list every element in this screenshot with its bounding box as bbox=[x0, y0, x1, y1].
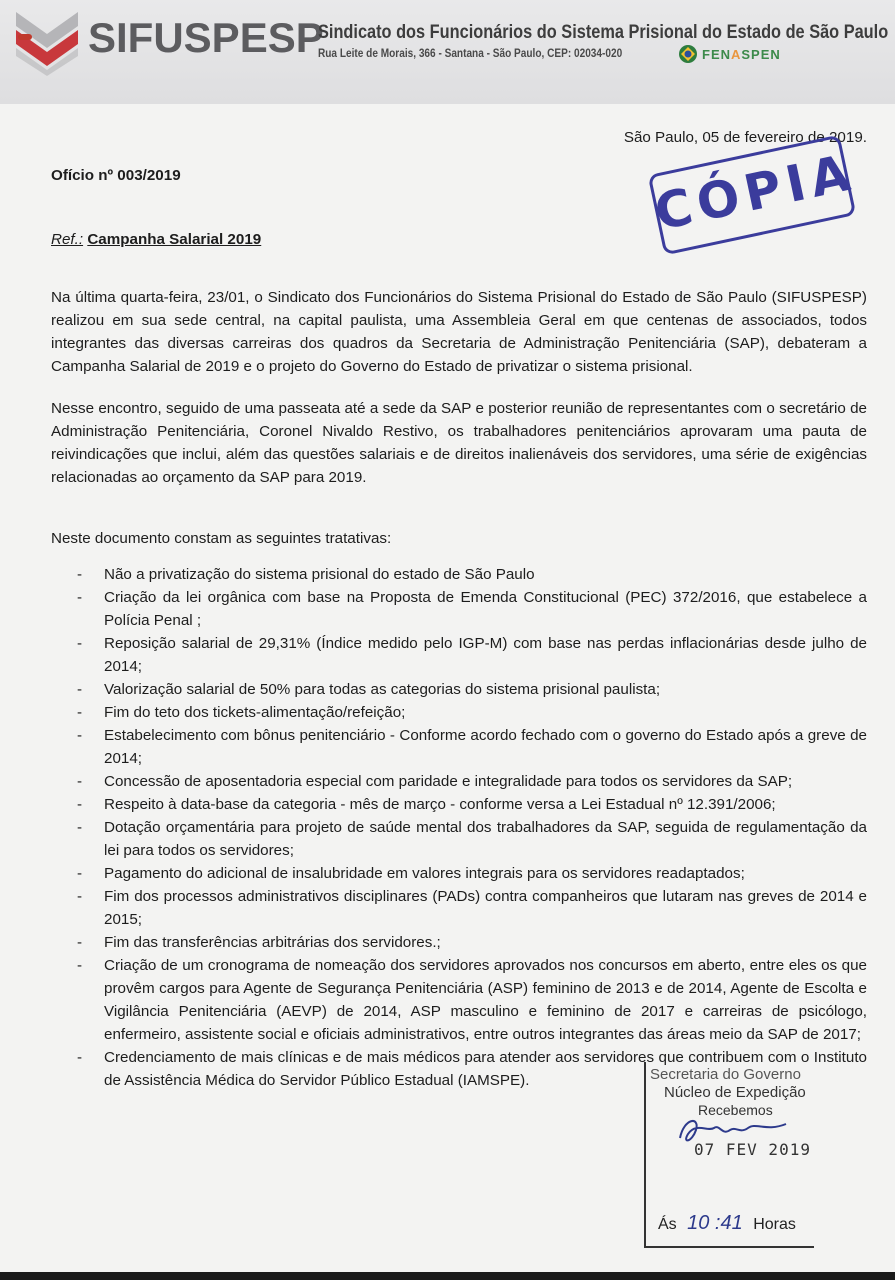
list-dash: - bbox=[77, 1049, 83, 1066]
list-item bbox=[51, 586, 867, 632]
list-dash: - bbox=[77, 957, 83, 974]
list-item bbox=[51, 816, 867, 862]
copia-stamp-text: CÓPIA bbox=[649, 142, 861, 242]
partner-name: FENASPEN bbox=[702, 46, 781, 62]
demands-list bbox=[51, 563, 867, 1092]
list-item-text: Pagamento do adicional de insalubridade em valores integrais para os servidores readaptados; bbox=[104, 865, 745, 882]
list-dash: - bbox=[77, 681, 83, 698]
list-item bbox=[51, 770, 867, 793]
received-stamp-unit: Núcleo de Expedição bbox=[664, 1084, 806, 1101]
list-item-text: Credenciamento de mais clínicas e de mais médicos para atender aos servidores que contribuem com o Instituto de Assistência Médica do Servidor Público Estadual (IAMSPE). bbox=[104, 1049, 867, 1089]
list-intro: Neste documento constam as seguintes tratativas: bbox=[51, 530, 392, 547]
list-item-text: Concessão de aposentadoria especial com paridade e integralidade para todos os servidores da SAP; bbox=[104, 773, 793, 790]
list-item bbox=[51, 701, 867, 724]
list-item-text: Valorização salarial de 50% para todas as categorias do sistema prisional paulista; bbox=[104, 681, 661, 698]
list-item bbox=[51, 793, 867, 816]
brand-name: SIFUSPESP bbox=[88, 14, 324, 61]
oficio-number: Ofício nº 003/2019 bbox=[51, 167, 181, 184]
org-address: Rua Leite de Morais, 366 - Santana - São Paulo, CEP: 02034-020 bbox=[318, 46, 623, 60]
received-stamp-department: Secretaria do Governo bbox=[650, 1066, 801, 1083]
list-item-text: Fim das transferências arbitrárias dos servidores.; bbox=[104, 934, 441, 951]
list-dash: - bbox=[77, 865, 83, 882]
list-item bbox=[51, 954, 867, 1046]
paragraph-1: Na última quarta-feira, 23/01, o Sindicato dos Funcionários do Sistema Prisional do Estado de São Paulo (SIFUSPESP) realizou em sua sede central, na capital paulista, uma Assembleia Geral em que centenas de associados, todos integrantes das diversas carreiras dos quadros da Secretaria de Administração Penitenciária (SAP), debateram a Campanha Salarial de 2019 e o projeto do Governo do Estado de privatizar o sistema prisional. bbox=[51, 289, 867, 375]
received-stamp-as: Ás bbox=[658, 1216, 677, 1233]
scan-bottom-edge bbox=[0, 1272, 895, 1280]
list-item bbox=[51, 563, 867, 586]
received-stamp-time bbox=[658, 1212, 796, 1235]
reference-line bbox=[51, 228, 261, 251]
list-dash: - bbox=[77, 773, 83, 790]
list-item bbox=[51, 862, 867, 885]
list-item-text: Estabelecimento com bônus penitenciário - Conforme acordo fechado com o governo do Estado após a greve de 2014; bbox=[104, 727, 867, 767]
list-dash: - bbox=[77, 727, 83, 744]
list-item-text: Dotação orçamentária para projeto de saúde mental dos trabalhadores da SAP, seguida de regulamentação da lei para todos os servidores; bbox=[104, 819, 867, 859]
received-stamp-horas: Horas bbox=[753, 1216, 796, 1233]
list-item bbox=[51, 724, 867, 770]
list-dash: - bbox=[77, 819, 83, 836]
list-item bbox=[51, 678, 867, 701]
list-dash: - bbox=[77, 704, 83, 721]
org-full-name: Sindicato dos Funcionários do Sistema Prisional do Estado de São Paulo bbox=[318, 22, 889, 43]
paragraph-2: Nesse encontro, seguido de uma passeata até a sede da SAP e posterior reunião de representantes com o secretário de Administração Penitenciária, Coronel Nivaldo Restivo, os trabalhadores penitenciários aprovaram uma pauta de reivindicações que inclui, além das questões salariais e de direitos inalienáveis dos servidores, uma série de exigências relacionadas ao orçamento da SAP para 2019. bbox=[51, 400, 867, 486]
list-dash: - bbox=[77, 796, 83, 813]
list-dash: - bbox=[77, 888, 83, 905]
ref-label: Ref.: bbox=[51, 231, 84, 248]
received-stamp-handwritten-time: 10 :41 bbox=[687, 1212, 743, 1234]
list-item bbox=[51, 885, 867, 931]
list-item-text: Respeito à data-base da categoria - mês de março - conforme versa a Lei Estadual nº 12.391/2006; bbox=[104, 796, 776, 813]
list-item bbox=[51, 931, 867, 954]
list-item-text: Criação da lei orgânica com base na Proposta de Emenda Constitucional (PEC) 372/2016, que estabelece a Polícia Penal ; bbox=[104, 589, 867, 629]
list-dash: - bbox=[77, 635, 83, 652]
list-item-text: Não a privatização do sistema prisional do estado de São Paulo bbox=[104, 566, 535, 583]
received-stamp-label: Recebemos bbox=[698, 1102, 773, 1118]
received-stamp bbox=[636, 1060, 832, 1242]
list-item-text: Criação de um cronograma de nomeação dos servidores aprovados nos concursos em aberto, entre eles os que provêm cargos para Agente de Segurança Penitenciária (ASP) feminino de 2013 e de 2014, Agente de Escolta e Vigilância Penitenciária (AEVP) de 2014, ASP masculino e feminino de 2017 e carreiras de psicólogo, enfermeiro, assistente social e oficiais administrativos, entre outros integrantes das áreas meio da SAP de 2017; bbox=[104, 957, 867, 1043]
list-dash: - bbox=[77, 589, 83, 606]
list-dash: - bbox=[77, 934, 83, 951]
received-stamp-date: 07 FEV 2019 bbox=[694, 1140, 811, 1159]
list-item-text: Fim dos processos administrativos disciplinares (PADs) contra companheiros que lutaram nas greves de 2014 e 2015; bbox=[104, 888, 867, 928]
ref-value: Campanha Salarial 2019 bbox=[87, 231, 262, 248]
date-line: São Paulo, 05 de fevereiro de 2019. bbox=[623, 129, 867, 146]
list-item-text: Reposição salarial de 29,31% (Índice medido pelo IGP-M) com base nas perdas inflacionárias desde julho de 2014; bbox=[104, 635, 867, 675]
list-dash: - bbox=[77, 566, 83, 583]
list-item bbox=[51, 632, 867, 678]
list-item-text: Fim do teto dos tickets-alimentação/refeição; bbox=[104, 704, 406, 721]
